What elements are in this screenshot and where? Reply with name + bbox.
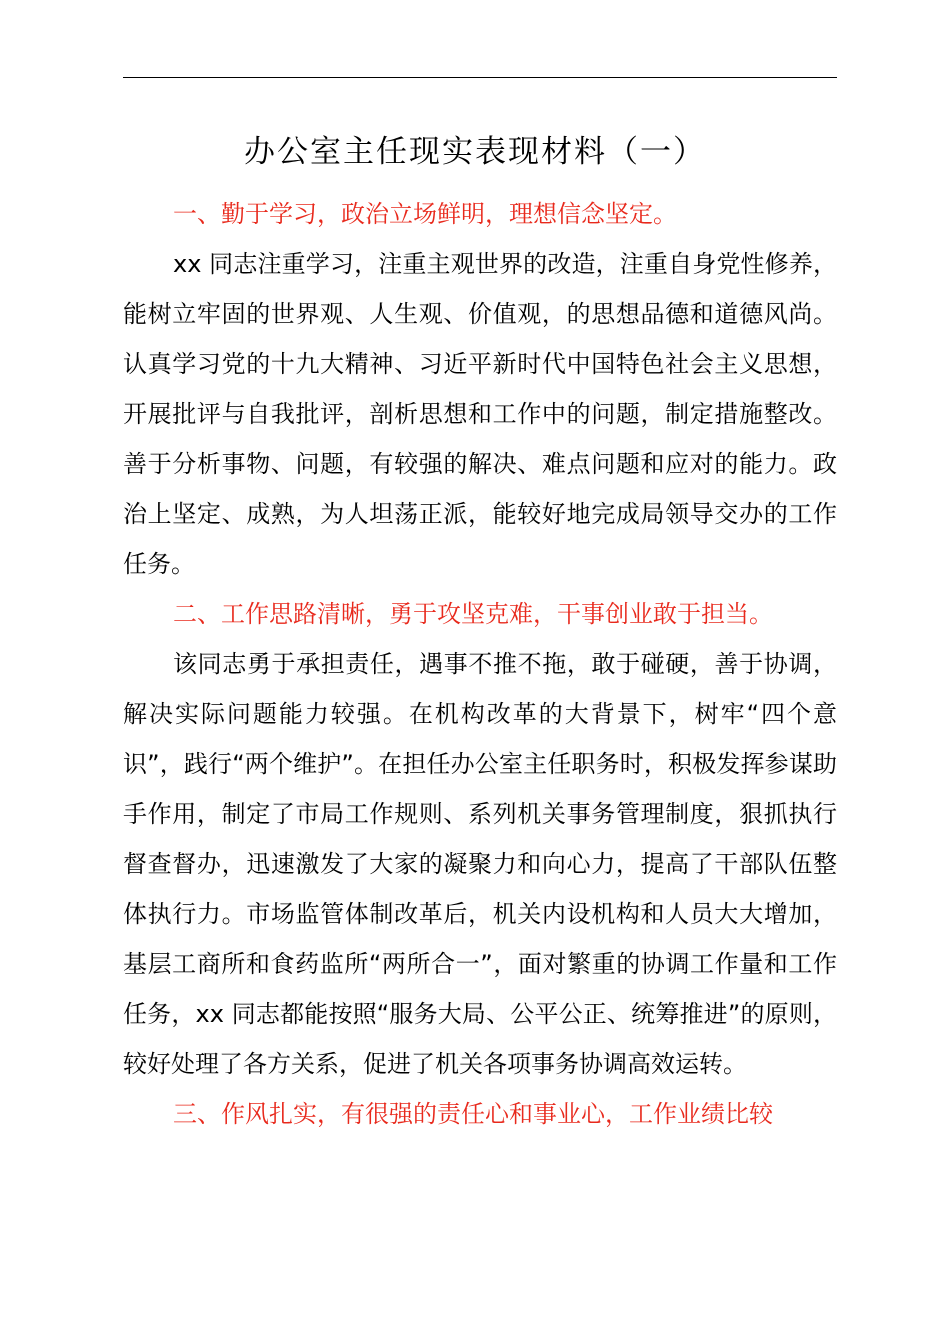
section-heading-2: 二、工作思路清晰，勇于攻坚克难，干事创业敢于担当。 [173, 600, 773, 628]
section-heading-1: 一、勤于学习，政治立场鲜明，理想信念坚定。 [173, 200, 677, 228]
section-paragraph-1: xx 同志注重学习，注重主观世界的改造，注重自身党性修养，能树立牢固的世界观、人生观、价值观，的思想品德和道德风尚。认真学习党的十九大精神、习近平新时代中国特色社会主义思想，开展批评与自我批评，剖析思想和工作中的问题，制定措施整改。善于分析事物、问题，有较强的解决、难点问题和应对的能力。政治上坚定、成熟，为人坦荡正派，能较好地完成局领导交办的工作任务。 [123, 250, 837, 578]
page-title: 办公室主任现实表现材料（一） [244, 134, 706, 170]
header-rule [123, 77, 837, 78]
section-heading-3: 三、作风扎实，有很强的责任心和事业心，工作业绩比较 [173, 1100, 773, 1128]
document-body [123, 189, 837, 1139]
section-paragraph-2: 该同志勇于承担责任，遇事不推不拖，敢于碰硬，善于协调，解决实际问题能力较强。在机构改革的大背景下，树牢“四个意识”，践行“两个维护”。在担任办公室主任职务时，积极发挥参谋助手作用，制定了市局工作规则、系列机关事务管理制度，狠抓执行督查督办，迅速激发了大家的凝聚力和向心力，提高了干部队伍整体执行力。市场监管体制改革后，机关内设机构和人员大大增加，基层工商所和食药监所“两所合一”，面对繁重的协调工作量和工作任务，xx 同志都能按照“服务大局、公平公正、统筹推进”的原则，较好处理了各方关系，促进了机关各项事务协调高效运转。 [123, 650, 837, 1078]
